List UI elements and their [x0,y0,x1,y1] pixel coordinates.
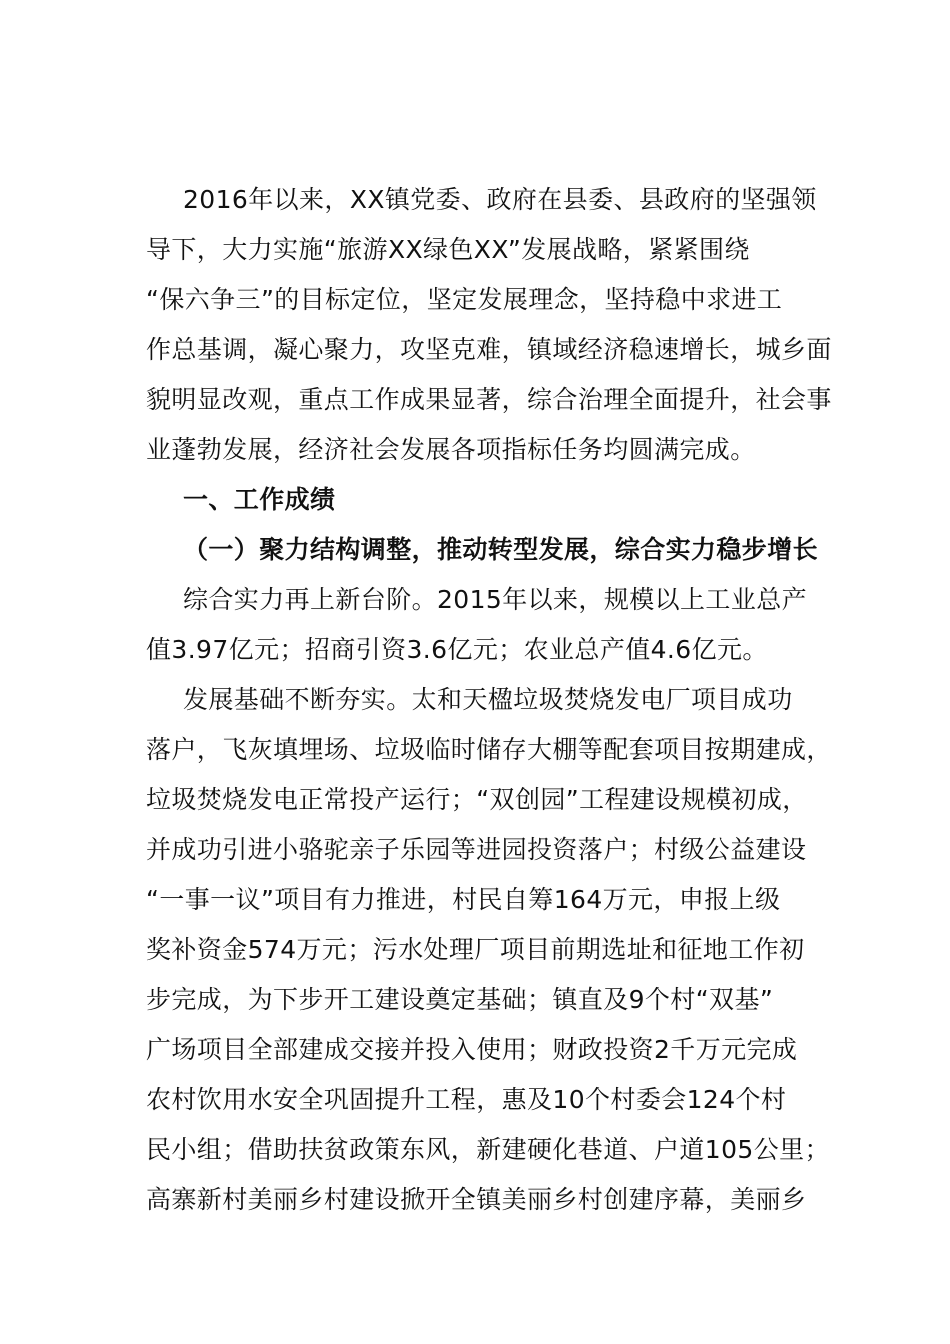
paragraph-3-line-8: 广场项目全部建成交接并投入使用；财政投资2千万元完成 [146,1035,798,1064]
paragraph-3-line-4: 并成功引进小骆驼亲子乐园等进园投资落户；村级公益建设 [146,835,807,864]
paragraph-3-line-3: 垃圾焚烧发电正常投产运行；“双创园”工程建设规模初成， [146,785,808,814]
paragraph-1-line-1: 2016年以来，XX镇党委、政府在县委、县政府的坚强领 [183,185,817,214]
paragraph-3-line-9: 农村饮用水安全巩固提升工程，惠及10个村委会124个村 [146,1085,787,1114]
paragraph-2-line-2: 值3.97亿元；招商引资3.6亿元；农业总产值4.6亿元。 [146,635,768,664]
paragraph-3-line-5: “一事一议”项目有力推进，村民自筹164万元，申报上级 [146,885,781,914]
paragraph-3-line-2: 落户，飞灰填埋场、垃圾临时储存大棚等配套项目按期建成， [146,735,832,764]
paragraph-1-line-2: 导下，大力实施“旅游XX绿色XX”发展战略，紧紧围绕 [146,235,750,264]
paragraph-1-line-3: “保六争三”的目标定位，坚定发展理念，坚持稳中求进工 [146,285,783,314]
paragraph-3-line-1: 发展基础不断夯实。太和天楹垃圾焚烧发电厂项目成功 [183,685,793,714]
paragraph-3-line-11: 高寨新村美丽乡村建设掀开全镇美丽乡村创建序幕，美丽乡 [146,1185,807,1214]
paragraph-1-line-4: 作总基调，凝心聚力，攻坚克难，镇域经济稳速增长，城乡面 [146,335,832,364]
paragraph-3-line-10: 民小组；借助扶贫政策东风，新建硬化巷道、户道105公里； [146,1135,830,1164]
section-heading: 一、工作成绩 [183,485,336,514]
paragraph-1-line-5: 貌明显改观，重点工作成果显著，综合治理全面提升，社会事 [146,385,832,414]
paragraph-2-line-1: 综合实力再上新台阶。2015年以来，规模以上工业总产 [183,585,808,614]
paragraph-3-line-6: 奖补资金574万元；污水处理厂项目前期选址和征地工作初 [146,935,805,964]
paragraph-1-line-6: 业蓬勃发展，经济社会发展各项指标任务均圆满完成。 [146,435,756,464]
subsection-heading: （一）聚力结构调整，推动转型发展，综合实力稳步增长 [183,535,819,564]
paragraph-3-line-7: 步完成，为下步开工建设奠定基础；镇直及9个村“双基” [146,985,774,1014]
